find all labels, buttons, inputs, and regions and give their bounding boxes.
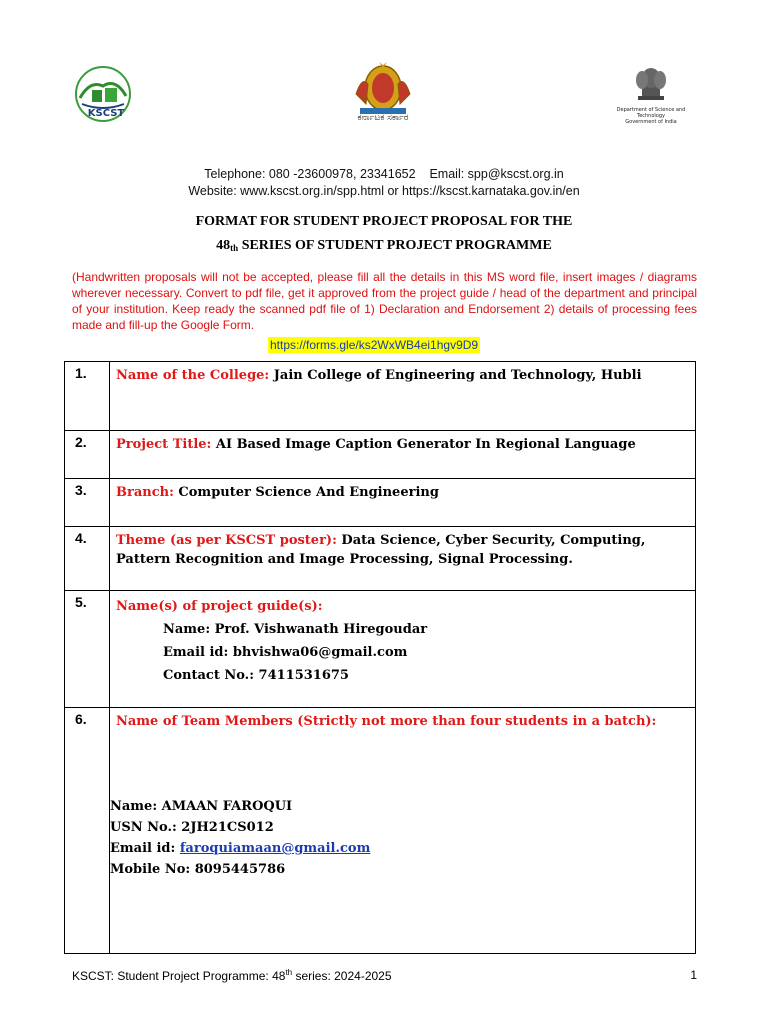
page-footer (72, 968, 697, 983)
branch-value: Computer Science And Engineering (173, 485, 439, 500)
member-email-link[interactable]: faroquiamaan@gmail.com (179, 841, 371, 856)
table-row (65, 362, 695, 431)
series-number: 48 (216, 238, 231, 253)
table-row (65, 591, 695, 708)
kscst-logo-caption: KSCST (87, 108, 125, 119)
guide-cell (116, 595, 691, 687)
team-members-label: Name of Team Members (Strictly not more than four students in a batch): (116, 714, 657, 729)
member-email-label: Email id: (110, 841, 180, 856)
contact-phone-email: Telephone: 080 -23600978, 23341652 Email: spp@kscst.org.in (204, 167, 564, 181)
contact-website: Website: www.kscst.org.in/spp.html or https://kscst.karnataka.gov.in/en (188, 184, 580, 198)
google-form-link[interactable]: https://forms.gle/ks2WxWB4ei1hgv9D9 (270, 338, 479, 352)
row-number: 4. (75, 530, 87, 546)
table-row (65, 479, 695, 527)
row-number: 2. (75, 434, 87, 450)
row-number: 1. (75, 365, 87, 381)
series-title: SERIES OF STUDENT PROJECT PROGRAMME (238, 238, 552, 253)
college-cell (116, 366, 691, 385)
member-mobile: Mobile No: 8095445786 (110, 862, 286, 877)
table-row (65, 431, 695, 479)
theme-label: Theme (as per KSCST poster): (116, 533, 337, 548)
project-title-cell (116, 435, 691, 454)
project-title-value: AI Based Image Caption Generator In Regional Language (211, 437, 636, 452)
project-title-label: Project Title: (116, 437, 212, 452)
dst-caption-line1: Department of Science and Technology (616, 107, 686, 119)
guide-contact: Contact No.: 7411531675 (163, 668, 349, 683)
dst-caption-line2: Government of India (625, 119, 677, 125)
guide-email: Email id: bhvishwa06@gmail.com (163, 645, 408, 660)
branch-cell (116, 483, 691, 502)
member-email-line (110, 838, 690, 859)
kscst-logo (68, 66, 144, 132)
document-title-line1: FORMAT FOR STUDENT PROJECT PROPOSAL FOR THE (195, 214, 573, 229)
team-member-details (110, 796, 690, 880)
college-value: Jain College of Engineering and Technology, Hubli (269, 368, 642, 383)
branch-label: Branch: (116, 485, 174, 500)
dst-caption (606, 107, 696, 125)
proposal-table (64, 361, 696, 954)
theme-value: Data Science, Cyber Security, Computing, Pattern Recognition and Image Processing, Signal Processing. (116, 533, 646, 567)
document-title-line2 (0, 238, 768, 254)
member-name: Name: AMAAN FAROQUI (110, 799, 293, 814)
row-number: 6. (75, 711, 87, 727)
theme-cell (116, 531, 691, 569)
guide-name: Name: Prof. Vishwanath Hiregoudar (163, 622, 428, 637)
member-usn: USN No.: 2JH21CS012 (110, 820, 274, 835)
row-number: 5. (75, 594, 87, 610)
table-row (65, 708, 695, 954)
instructions-text: (Handwritten proposals will not be accepted, please fill all the details in this MS word file, insert images / diagrams wherever necessary. Convert to pdf file, get it approved from the project guide / head of the department and principal of your institution. Keep ready the scanned pdf file of 1) Declaration and Endorsement 2) details of processing fees made and fill-up the Google Form. (72, 270, 697, 332)
series-ordinal: th (230, 243, 239, 253)
page-number: 1 (690, 968, 697, 982)
karnataka-caption: ಕರ್ನಾಟಕ ಸರ್ಕಾರ (357, 113, 409, 123)
footer-text: KSCST: Student Project Programme: 48th series: 2024-2025 (72, 968, 392, 983)
row-number: 3. (75, 482, 87, 498)
table-row (65, 527, 695, 591)
guide-label: Name(s) of project guide(s): (116, 599, 323, 614)
college-label: Name of the College: (116, 368, 270, 383)
